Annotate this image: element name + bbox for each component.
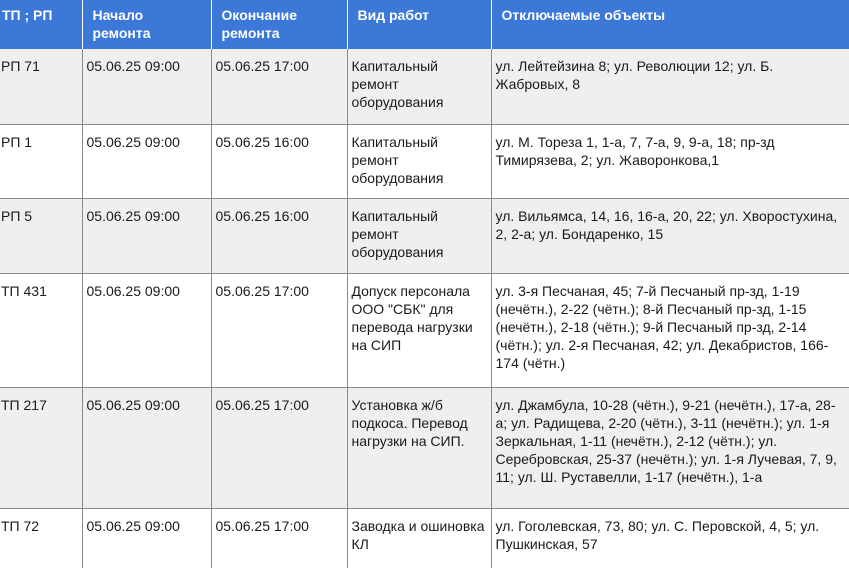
start-cell: 05.06.25 09:00 [82,124,211,198]
objects-cell: ул. Вильямса, 14, 16, 16-а, 20, 22; ул. Хворостухина, 2, 2-а; ул. Бондаренко, 15 [491,198,849,273]
header-tp-rp: ТП ; РП [0,0,82,49]
station-cell: ТП 217 [0,387,82,508]
table-row [0,49,849,124]
objects-cell: ул. Гоголевская, 73, 80; ул. С. Перовской, 4, 5; ул. Пушкинская, 57 [491,508,849,568]
objects-cell: ул. 3-я Песчаная, 45; 7-й Песчаный пр-зд, 1-19 (нечётн.), 2-22 (чётн.); 8-й Песчаный пр-зд, 1-15 (нечётн.), 2-18 (чётн.); 9-й Песчаный пр-зд, 2-14 (чётн.); ул. 2-я Песчаная, 42; ул. Декабристов, 166-174 (чётн.) [491,273,849,387]
station-cell: РП 71 [0,49,82,124]
station-cell: РП 1 [0,124,82,198]
header-work-type: Вид работ [347,0,491,49]
table-row [0,124,849,198]
objects-cell: ул. М. Тореза 1, 1-а, 7, 7-а, 9, 9-а, 18; пр-зд Тимирязева, 2; ул. Жаворонкова,1 [491,124,849,198]
work-type-cell: Капитальный ремонт оборудования [347,198,491,273]
header-end: Окончание ремонта [211,0,347,49]
end-cell: 05.06.25 16:00 [211,198,347,273]
objects-cell: ул. Лейтейзина 8; ул. Революции 12; ул. Б. Жабровых, 8 [491,49,849,124]
end-cell: 05.06.25 16:00 [211,124,347,198]
end-cell: 05.06.25 17:00 [211,508,347,568]
work-type-cell: Заводка и ошиновка КЛ [347,508,491,568]
start-cell: 05.06.25 09:00 [82,49,211,124]
end-cell: 05.06.25 17:00 [211,273,347,387]
start-cell: 05.06.25 09:00 [82,508,211,568]
table-row [0,198,849,273]
end-cell: 05.06.25 17:00 [211,49,347,124]
start-cell: 05.06.25 09:00 [82,198,211,273]
work-type-cell: Капитальный ремонт оборудования [347,124,491,198]
table-row [0,508,849,568]
station-cell: ТП 431 [0,273,82,387]
header-objects: Отключаемые объекты [491,0,849,49]
header-start: Начало ремонта [82,0,211,49]
start-cell: 05.06.25 09:00 [82,273,211,387]
start-cell: 05.06.25 09:00 [82,387,211,508]
station-cell: ТП 72 [0,508,82,568]
station-cell: РП 5 [0,198,82,273]
work-type-cell: Допуск персонала ООО "СБК" для перевода нагрузки на СИП [347,273,491,387]
work-type-cell: Капитальный ремонт оборудования [347,49,491,124]
objects-cell: ул. Джамбула, 10-28 (чётн.), 9-21 (нечётн.), 17-а, 28-а; ул. Радищева, 2-20 (чётн.), 3-11 (нечётн.); ул. 1-я Зеркальная, 1-11 (нечётн.), 2-12 (чётн.); ул. Серебровская, 25-37 (нечётн.); ул. 1-я Лучевая, 7, 9, 11; ул. Ш. Руставелли, 1-17 (нечётн.), 1-а [491,387,849,508]
work-type-cell: Установка ж/б подкоса. Перевод нагрузки на СИП. [347,387,491,508]
table-row [0,387,849,508]
end-cell: 05.06.25 17:00 [211,387,347,508]
table-header-row [0,0,849,49]
table-row [0,273,849,387]
